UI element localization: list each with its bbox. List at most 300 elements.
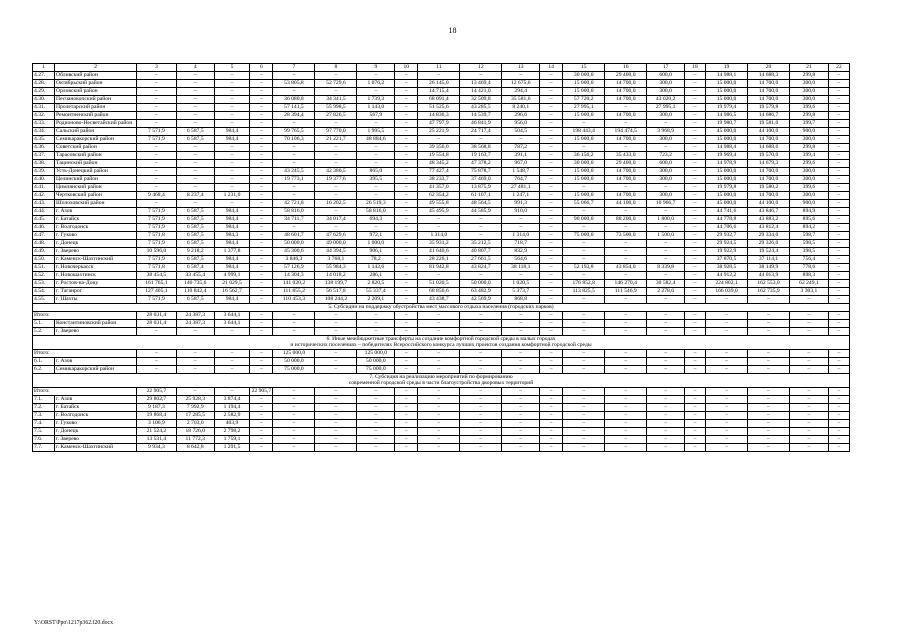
table-cell: – — [176, 112, 214, 120]
table-cell: 2 209,1 — [357, 296, 395, 304]
table-cell: – — [315, 443, 357, 451]
table-cell: – — [250, 232, 273, 240]
table-cell: – — [176, 328, 214, 336]
table-cell: 1 020,5 — [502, 280, 540, 288]
table-cell: 43 285,5 — [460, 104, 502, 112]
table-cell: – — [214, 176, 250, 184]
table-cell: 38 149,9 — [748, 264, 790, 272]
table-cell: – — [828, 176, 849, 184]
table-cell: – — [250, 296, 273, 304]
table-cell: – — [250, 320, 273, 328]
table-cell: – — [418, 403, 460, 411]
table-cell: – — [540, 184, 563, 192]
table-cell: – — [540, 144, 563, 152]
table-cell: – — [395, 365, 418, 373]
table-row — [33, 232, 850, 240]
table-cell: – — [540, 248, 563, 256]
table-cell: – — [540, 72, 563, 80]
municipality-name: Пролетарский район — [55, 104, 137, 112]
table-cell: – — [605, 395, 647, 403]
table-cell: – — [395, 224, 418, 232]
table-cell: – — [250, 280, 273, 288]
table-row — [33, 403, 850, 411]
table-cell: – — [605, 435, 647, 443]
table-cell: 42 721,8 — [273, 200, 315, 208]
table-cell: – — [563, 395, 605, 403]
table-cell: – — [136, 144, 176, 152]
table-cell: – — [273, 192, 315, 200]
table-cell: 17 285,5 — [176, 411, 214, 419]
row-number: 4.37. — [33, 152, 55, 160]
table-cell: 300,0 — [790, 80, 829, 88]
table-cell: 56 517,8 — [315, 288, 357, 296]
table-cell: – — [214, 168, 250, 176]
table-cell: – — [136, 80, 176, 88]
table-cell: – — [563, 224, 605, 232]
table-cell: – — [605, 208, 647, 216]
table-cell: 44 100,0 — [748, 128, 790, 136]
row-number: 4.55. — [33, 296, 55, 304]
table-cell: 34 711,7 — [273, 216, 315, 224]
table-cell: – — [273, 427, 315, 435]
table-cell: 43 846,7 — [748, 208, 790, 216]
table-cell: 11 772,3 — [176, 435, 214, 443]
table-cell: – — [315, 224, 357, 232]
table-cell: 44 706,6 — [706, 224, 748, 232]
table-cell: 224 802,1 — [706, 280, 748, 288]
table-cell: 299,8 — [790, 112, 829, 120]
table-cell: – — [502, 403, 540, 411]
table-cell: – — [250, 136, 273, 144]
table-cell: – — [250, 208, 273, 216]
table-cell: 53 805,8 — [273, 80, 315, 88]
table-cell: 984,3 — [214, 232, 250, 240]
table-cell: – — [460, 443, 502, 451]
section-heading-line: 7. Субсидия на реализацию мероприятий по формированию — [369, 373, 513, 380]
table-cell: 47 629,6 — [315, 232, 357, 240]
table-cell: 50 000,0 — [273, 240, 315, 248]
table-cell: 984,4 — [214, 296, 250, 304]
table-cell: – — [790, 435, 829, 443]
table-cell: – — [563, 312, 605, 320]
table-cell: 22 905,7 — [251, 387, 272, 394]
table-cell: 14 700,0 — [748, 136, 790, 144]
municipality-name: г. Батайск — [55, 403, 137, 411]
table-cell: – — [315, 160, 357, 168]
table-cell: – — [395, 192, 418, 200]
table-cell: – — [176, 80, 214, 88]
table-cell: 967,0 — [502, 160, 540, 168]
municipality-name: Обливский район — [55, 72, 137, 80]
table-cell: – — [748, 296, 790, 304]
table-cell: – — [605, 443, 647, 451]
table-cell: – — [706, 312, 748, 320]
table-cell: – — [706, 349, 748, 357]
table-cell: – — [418, 216, 460, 224]
table-cell: – — [790, 419, 829, 427]
table-cell: 19 570,0 — [748, 152, 790, 160]
section-heading — [33, 304, 850, 312]
table-cell: 27 481,1 — [502, 184, 540, 192]
table-cell: 37 114,1 — [748, 256, 790, 264]
section-heading-row — [33, 336, 850, 350]
table-cell: – — [685, 427, 706, 435]
table-row — [33, 200, 850, 208]
table-cell: – — [790, 411, 829, 419]
table-cell: 300,0 — [647, 176, 685, 184]
table-cell: – — [460, 312, 502, 320]
table-cell: 895,6 — [790, 216, 829, 224]
table-cell: 19 524,4 — [748, 248, 790, 256]
table-cell: – — [540, 128, 563, 136]
column-header: 9 — [357, 64, 395, 72]
table-cell: – — [214, 160, 250, 168]
column-header: 7 — [273, 64, 315, 72]
table-cell: – — [685, 200, 706, 208]
table-cell: – — [605, 427, 647, 435]
table-cell: – — [685, 104, 706, 112]
table-row — [33, 288, 850, 296]
table-cell: – — [540, 387, 563, 395]
table-cell: 694,3 — [357, 216, 395, 224]
table-cell: – — [502, 320, 540, 328]
table-cell: – — [357, 120, 395, 128]
table-cell: – — [563, 272, 605, 280]
section-heading-row — [33, 304, 850, 312]
table-cell: 29 924,5 — [706, 240, 748, 248]
municipality-name: г. Таганрог — [55, 288, 137, 296]
municipality-name: г. Новочеркасск — [55, 264, 137, 272]
table-cell: 29 400,0 — [605, 160, 647, 168]
table-cell: – — [357, 411, 395, 419]
table-cell: – — [273, 403, 315, 411]
table-cell: – — [748, 312, 790, 320]
table-row — [33, 176, 850, 184]
municipality-name: г. Каменск-Шахтинский — [55, 256, 137, 264]
table-cell: – — [502, 419, 540, 427]
table-cell: – — [828, 427, 849, 435]
table-cell: 42 380,5 — [315, 168, 357, 176]
table-cell: 1 759,1 — [214, 435, 250, 443]
table-cell: – — [395, 184, 418, 192]
table-cell: 6 587,5 — [176, 216, 214, 224]
row-number: 4.46. — [33, 224, 55, 232]
table-cell: – — [790, 395, 829, 403]
row-number: 4.40. — [33, 176, 55, 184]
table-cell: – — [273, 72, 315, 80]
table-row — [33, 320, 850, 328]
table-cell: – — [315, 357, 357, 365]
table-cell: – — [647, 120, 685, 128]
table-cell: 1 548,7 — [502, 168, 540, 176]
table-cell: – — [502, 312, 540, 320]
table-cell: – — [395, 176, 418, 184]
table-cell: 32 509,8 — [460, 96, 502, 104]
table-cell: 13 469,4 — [460, 80, 502, 88]
table-cell: 300,0 — [790, 88, 829, 96]
table-cell: 7 571,9 — [136, 296, 176, 304]
table-cell: 57 126,9 — [273, 264, 315, 272]
table-cell: – — [250, 443, 273, 451]
table-cell: 99 765,5 — [273, 128, 315, 136]
table-cell: 25 928,3 — [176, 395, 214, 403]
table-cell: 6 587,4 — [176, 264, 214, 272]
table-cell: 14 700,0 — [605, 88, 647, 96]
table-cell: – — [214, 387, 250, 395]
column-header: 6 — [250, 64, 273, 72]
table-cell: 50 000,0 — [460, 280, 502, 288]
table-cell: – — [250, 349, 273, 357]
page-number: 18 — [448, 26, 457, 35]
table-cell: 984,4 — [214, 224, 250, 232]
table-cell: 1 291,5 — [214, 443, 250, 451]
table-cell: – — [315, 387, 357, 395]
table-cell: 832,9 — [502, 248, 540, 256]
table-cell: – — [828, 320, 849, 328]
table-cell: – — [647, 320, 685, 328]
table-cell: – — [315, 349, 357, 357]
table-cell: – — [214, 357, 250, 365]
table-cell: – — [273, 160, 315, 168]
table-cell: – — [418, 72, 460, 80]
table-cell: 564,6 — [502, 256, 540, 264]
municipality-name: Семикаракорский район — [55, 136, 137, 144]
table-cell: 399,7 — [790, 120, 829, 128]
table-cell: – — [828, 120, 849, 128]
table-cell: 14 688,3 — [748, 72, 790, 80]
column-header: 13 — [502, 64, 540, 72]
municipality-name: Сальский район — [55, 128, 137, 136]
row-number: 4.44. — [33, 208, 55, 216]
table-cell: 7 571,9 — [136, 128, 176, 136]
table-cell: – — [828, 168, 849, 176]
row-number: 5.1. — [33, 320, 55, 328]
table-cell: 300,0 — [647, 136, 685, 144]
row-number: 4.28. — [33, 80, 55, 88]
table-cell: – — [706, 435, 748, 443]
row-number: 4.34. — [33, 128, 55, 136]
table-cell: 75 878,7 — [460, 168, 502, 176]
table-cell: – — [540, 96, 563, 104]
table-cell: – — [357, 395, 395, 403]
table-cell: – — [647, 427, 685, 435]
table-cell: – — [605, 349, 647, 357]
table-cell: 38 454,5 — [136, 272, 176, 280]
table-cell: 3 303,1 — [790, 288, 829, 296]
table-cell: 43 245,5 — [273, 168, 315, 176]
table-cell: – — [540, 280, 563, 288]
table-cell: – — [214, 96, 250, 104]
column-header: 20 — [748, 64, 790, 72]
table-cell: – — [685, 435, 706, 443]
table-cell: – — [395, 200, 418, 208]
municipality-name: Константиновский район — [55, 320, 137, 328]
table-cell: – — [357, 403, 395, 411]
table-cell: – — [540, 216, 563, 224]
budget-allocation-table — [32, 63, 850, 452]
table-cell: – — [540, 176, 563, 184]
table-cell: 19 922,9 — [706, 248, 748, 256]
table-cell: – — [250, 120, 273, 128]
table-cell: – — [176, 200, 214, 208]
table-cell: – — [357, 184, 395, 192]
table-cell: 15 000,0 — [563, 112, 605, 120]
table-cell: – — [540, 411, 563, 419]
table-cell: 27 995,1 — [647, 104, 685, 112]
row-number: 4.30. — [33, 96, 55, 104]
table-cell: – — [273, 320, 315, 328]
table-cell: 5 373,7 — [502, 288, 540, 296]
table-cell: 30 582,4 — [647, 280, 685, 288]
table-cell: – — [647, 240, 685, 248]
table-cell: – — [273, 435, 315, 443]
section-heading-line: 5. Субсидии на поддержку обустройства мест массового отдыха населения (городских парков) — [328, 304, 554, 310]
table-cell: – — [418, 395, 460, 403]
table-cell: 26 145,0 — [418, 80, 460, 88]
table-cell: – — [748, 443, 790, 451]
total-row — [33, 349, 850, 357]
table-cell: 1 314,0 — [418, 232, 460, 240]
row-number: 4.45. — [33, 216, 55, 224]
table-cell: – — [828, 419, 849, 427]
table-cell: 6 587,5 — [176, 128, 214, 136]
table-cell: 62 249,1 — [790, 280, 829, 288]
table-cell: 27 995,1 — [563, 104, 605, 112]
table-cell: – — [273, 120, 315, 128]
table-row — [33, 152, 850, 160]
municipality-name: г. Донецк — [55, 240, 137, 248]
table-cell: – — [250, 168, 273, 176]
table-cell: 44 778,8 — [706, 216, 748, 224]
table-cell: – — [315, 435, 357, 443]
table-cell: – — [540, 349, 563, 357]
table-cell: 299,8 — [790, 144, 829, 152]
table-row — [33, 328, 850, 336]
table-cell: – — [790, 387, 829, 395]
table-cell: 600,0 — [647, 160, 685, 168]
table-cell: – — [460, 232, 502, 240]
table-cell: 399,6 — [790, 104, 829, 112]
table-cell: – — [214, 184, 250, 192]
table-cell: 984,4 — [214, 240, 250, 248]
table-cell: 127 405,1 — [136, 288, 176, 296]
table-cell: 39 356,0 — [418, 144, 460, 152]
table-cell: 24 387,3 — [176, 312, 214, 320]
table-cell: – — [418, 328, 460, 336]
table-cell: – — [357, 160, 395, 168]
table-cell: – — [250, 328, 273, 336]
table-cell: 6 587,5 — [176, 208, 214, 216]
table-cell: 27 826,5 — [315, 112, 357, 120]
column-header: 10 — [395, 64, 418, 72]
table-cell: – — [540, 320, 563, 328]
table-cell: – — [176, 176, 214, 184]
table-cell: – — [214, 104, 250, 112]
table-cell: – — [460, 136, 502, 144]
table-cell: 2 798,2 — [214, 427, 250, 435]
table-cell: 14 700,0 — [605, 112, 647, 120]
row-number: 7.4. — [33, 419, 55, 427]
table-cell: 756,4 — [790, 256, 829, 264]
table-cell: 3 644,1 — [214, 320, 250, 328]
table-cell: 44 912,2 — [706, 272, 748, 280]
total-label: Итого: — [33, 312, 137, 320]
table-cell: – — [828, 296, 849, 304]
table-cell: – — [460, 403, 502, 411]
table-cell: 15 000,0 — [706, 80, 748, 88]
table-cell: – — [273, 411, 315, 419]
table-cell: – — [273, 152, 315, 160]
table-cell: – — [136, 120, 176, 128]
table-cell: 61 107,1 — [460, 192, 502, 200]
table-cell: – — [357, 144, 395, 152]
table-cell: 44 741,6 — [706, 208, 748, 216]
table-cell: – — [395, 264, 418, 272]
table-cell: – — [357, 328, 395, 336]
table-cell: 7 571,9 — [136, 240, 176, 248]
table-cell: – — [828, 160, 849, 168]
table-cell: – — [315, 152, 357, 160]
table-cell: 19 980,7 — [706, 120, 748, 128]
table-cell: 984,4 — [214, 136, 250, 144]
table-cell: – — [647, 419, 685, 427]
table-cell: – — [214, 365, 250, 373]
table-cell: – — [685, 160, 706, 168]
table-cell: – — [250, 403, 273, 411]
table-cell: – — [395, 136, 418, 144]
table-cell: – — [502, 72, 540, 80]
table-cell: – — [315, 365, 357, 373]
table-cell: 9 468,4 — [136, 192, 176, 200]
table-cell: 3 874,4 — [214, 395, 250, 403]
table-cell: – — [828, 395, 849, 403]
table-cell: – — [540, 104, 563, 112]
table-cell: 6 587,5 — [176, 224, 214, 232]
table-cell: 286,1 — [357, 272, 395, 280]
table-cell: – — [395, 240, 418, 248]
row-number: 4.51. — [33, 264, 55, 272]
table-cell: – — [706, 296, 748, 304]
municipality-name: Тарасовский район — [55, 152, 137, 160]
municipality-name: Семикаракорский район — [55, 365, 137, 373]
table-cell: – — [315, 427, 357, 435]
table-cell: – — [748, 435, 790, 443]
table-cell: 778,6 — [790, 264, 829, 272]
table-cell: 10 596,0 — [136, 248, 176, 256]
table-cell: – — [136, 104, 176, 112]
table-cell: – — [250, 312, 273, 320]
table-cell: – — [685, 272, 706, 280]
row-number: 7.5. — [33, 427, 55, 435]
table-cell: 68 856,6 — [418, 288, 460, 296]
table-cell: – — [748, 387, 790, 395]
table-cell: – — [502, 357, 540, 365]
table-row — [33, 192, 850, 200]
table-cell: 984,4 — [214, 264, 250, 272]
row-number: 4.47. — [33, 232, 55, 240]
row-number: 4.36. — [33, 144, 55, 152]
table-cell: – — [828, 128, 849, 136]
table-cell: 43 438,7 — [418, 296, 460, 304]
table-cell: – — [647, 224, 685, 232]
table-cell: – — [395, 248, 418, 256]
table-cell: 30 000,0 — [563, 160, 605, 168]
table-cell: 14 978,9 — [706, 160, 748, 168]
table-cell: 15 000,0 — [563, 168, 605, 176]
table-cell: – — [540, 168, 563, 176]
row-number: 4.32. — [33, 112, 55, 120]
table-cell: 19 579,8 — [748, 104, 790, 112]
